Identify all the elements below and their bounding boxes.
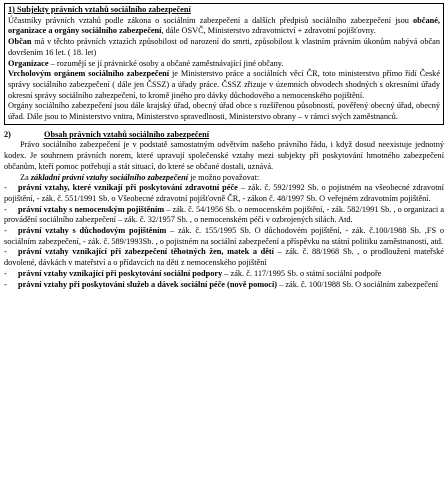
section-2-lead: Za základní právní vztahy sociálního zabezpečení je možno považovat: <box>20 172 260 182</box>
section-1-paragraph-authorities: Orgány sociálního zabezpečení jsou dále krajský úřad, obecný úřad obce s rozšířenou působností, pověřený obecný úřad, obecný úřad. Dále jsou to Ministerstvo vnitra, Ministerstvo spravedlnosti, Ministerstvo obrany – v rámci svých zaměstnanců. <box>8 101 440 122</box>
section-2-list <box>4 183 444 290</box>
list-item: - právní vztahy vznikající při poskytování sociální podpory – zák. č. 117/1995 Sb. o státní sociální podpoře <box>4 268 382 278</box>
section-1-paragraph-organization: Organizace – rozumějí se jí právnické osoby a občané zaměstnávající jiné občany. <box>8 58 284 68</box>
list-item: - právní vztahy, které vznikají při poskytování zdravotní péče – zák. č. 592/1992 Sb. o pojistném na všeobecné zdravotní pojištění, - zák. č. 551/1991 Sb. o Všeobecné zdravotní pojišťovně ČR, - zákon č. 48/1997 Sb. O veřejném zdravotním pojištění. <box>4 183 444 203</box>
section-2-title: Obsah právních vztahů sociálního zabezpečení <box>44 129 210 139</box>
section-2 <box>4 130 444 291</box>
list-item: - právní vztahy s nemocenským pojištěním – zák. č. 54/1956 Sb. o nemocenském pojištění, - zák. 582/1991 Sb. , o organizaci a provádění sociálního zabezpečení – zák. č. 32/1957 Sb. , o nemocenském péči v ozbrojených silách. Atd. <box>4 204 444 225</box>
section-1-paragraph-participants: Účastníky právních vztahů podle zákona o sociálním zabezpečení a dalších předpisů sociálního zabezpečení jsou občané, organizace a orgány sociálního zabezpečení, dále OSVČ, Ministerstvo zdravotnictví + zdravotní pojišťovny. <box>8 15 440 36</box>
list-item: - právní vztahy vznikající při zabezpečení těhotných žen, matek a dětí – zák. č. 88/1968 Sb. , o prodloužení mateřské dovolené, dávkách v mateřství a o přídavcích na děti z nemocenského pojištění <box>4 247 444 268</box>
section-1-paragraph-citizen: Občan má v těchto právních vztazích způsobilost od narození do smrti, způsobilost k vlastním právním úkonům nabývá občan dovršením 16 let. ( 18. let) <box>8 37 440 57</box>
list-item: - právní vztahy při poskytování služeb a dávek sociální péče (nově pomoci) – zák. č. 100/1988 Sb. O sociálním zabezpečení <box>4 279 439 289</box>
section-1-paragraph-top-authority: Vrcholovým orgánem sociálního zabezpečení je Ministerstvo práce a sociálních věcí ČR, toto ministerstvo přímo řídí České správy sociálního zabezpečení ( dále jen ČSSZ) a úřady práce. ČSSZ zřizuje v územních obvodech shodných s okresními úřady okresní správy sociálního zabezpečení, to kromě jiného pro dávky důchodového a nemocenského pojištění. <box>8 69 440 100</box>
section-2-number: 2) <box>4 129 11 139</box>
section-2-heading <box>4 130 444 141</box>
section-1-box <box>4 3 444 125</box>
section-1-title: 1) Subjekty právních vztahů sociálního zabezpečení <box>8 5 191 14</box>
section-2-intro: Právo sociálního zabezpečení je v podstatě samostatným odvětvím našeho právního řádu, i když dosud neexistuje jednotný kodex. Je souhrnem právních norem, které upravují společenské vztahy mezi subjekty při poskytování hmotného zabezpečení občanům, kteří pomoc potřebují a stát situací, do které se občané dostali, uznává. <box>4 140 444 171</box>
list-item: - právní vztahy s důchodovým pojištěním – zák. č. 155/1995 Sb. O důchodovém pojištění, - zák. č.100/1988 Sb. ,FS o sociálním zabezpečení, - zák. č. 589/1993Sb. , o pojistném na sociální zabezpečení a příspěvku na státní politiku zaměstnanosti, atd. <box>4 226 444 246</box>
